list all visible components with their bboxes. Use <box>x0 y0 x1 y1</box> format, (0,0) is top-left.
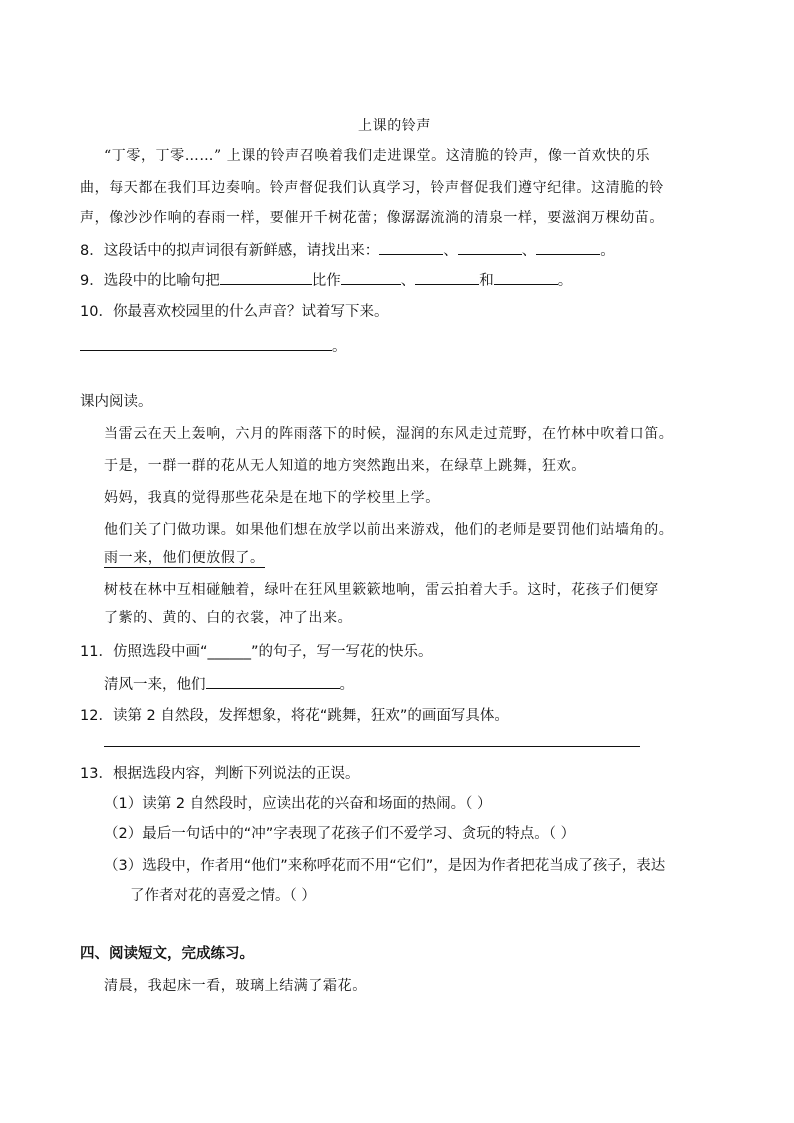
period: 。 <box>557 273 573 289</box>
question-9-text-b: 比作 <box>311 273 341 289</box>
answer-blank[interactable] <box>415 270 479 285</box>
question-11: 11．仿照选段中画“______”的句子，写一写花的快乐。 <box>80 644 433 660</box>
reading-paragraph: 于是，一群一群的花从无人知道的地方突然跑出来，在绿草上跳舞，狂欢。 <box>104 458 586 474</box>
reading-paragraph: 清晨，我起床一看，玻璃上结满了霜花。 <box>104 978 367 994</box>
question-9-text-c: 和 <box>479 273 494 289</box>
question-9 <box>80 270 572 291</box>
question-11-answer <box>104 674 354 695</box>
answer-line[interactable] <box>104 746 640 747</box>
answer-blank[interactable] <box>536 240 600 255</box>
underlined-sentence-text: 雨一来，他们便放假了。 <box>104 550 265 566</box>
reading-paragraph: 他们关了门做功课。如果他们想在放学以前出来游戏，他们的老师是要罚他们站墙角的。 <box>104 522 674 538</box>
passage-paragraph-line: “丁零，丁零……” 上课的铃声召唤着我们走进课堂。这清脆的铃声，像一首欢快的乐 <box>104 148 651 164</box>
period: 。 <box>332 339 347 355</box>
passage-paragraph-line: 曲，每天都在我们耳边奏响。铃声督促我们认真学习，铃声督促我们遵守纪律。这清脆的铃 <box>80 180 664 196</box>
reading-paragraph: 树枝在林中互相碰触着，绿叶在狂风里簌簌地响，雷云拍着大手。这时，花孩子们便穿 <box>104 582 659 598</box>
answer-blank[interactable] <box>341 270 401 285</box>
passage-paragraph-line: 声，像沙沙作响的春雨一样，要催开千树花蕾；像潺潺流淌的清泉一样，要滋润万棵幼苗。 <box>80 210 664 226</box>
passage-title: 上课的铃声 <box>358 118 431 134</box>
question-13-item: （2）最后一句话中的“冲”字表现了花孩子们不爱学习、贪玩的特点。（ ） <box>104 826 576 842</box>
question-11-prompt: 清风一来，他们 <box>104 677 206 693</box>
answer-blank[interactable] <box>494 270 558 285</box>
question-10-answer <box>80 336 347 357</box>
question-10: 10．你最喜欢校园里的什么声音？试着写下来。 <box>80 304 389 320</box>
question-13-item: 了作者对花的喜爱之情。（ ） <box>130 888 316 904</box>
separator: 、 <box>521 243 537 259</box>
reading-paragraph: 了紫的、黄的、白的衣裳，冲了出来。 <box>104 610 353 626</box>
section-heading: 四、阅读短文，完成练习。 <box>80 946 254 962</box>
question-12: 12．读第 2 自然段，发挥想象，将花“跳舞，狂欢”的画面写具体。 <box>80 708 509 724</box>
period: 。 <box>600 243 615 259</box>
question-9-text-a: 9．选段中的比喻句把 <box>80 273 220 289</box>
question-13-item: （3）选段中，作者用“他们”来称呼花而不用“它们”，是因为作者把花当成了孩子，表达 <box>104 858 666 874</box>
question-8 <box>80 240 615 261</box>
underlined-sentence <box>104 548 265 568</box>
answer-blank[interactable] <box>206 674 340 689</box>
answer-line[interactable] <box>80 336 332 351</box>
question-13: 13．根据选段内容，判断下列说法的正误。 <box>80 766 360 782</box>
reading-paragraph: 当雷云在天上轰响，六月的阵雨落下的时候，湿润的东风走过荒野，在竹林中吹着口笛。 <box>104 426 674 442</box>
answer-blank[interactable] <box>220 270 312 285</box>
period: 。 <box>339 677 354 693</box>
separator: 、 <box>443 243 458 259</box>
answer-blank[interactable] <box>458 240 522 255</box>
separator: 、 <box>400 273 416 289</box>
reading-paragraph: 妈妈，我真的觉得那些花朵是在地下的学校里上学。 <box>104 490 440 506</box>
question-8-text: 8．这段话中的拟声词很有新鲜感，请找出来： <box>80 243 380 259</box>
answer-blank[interactable] <box>379 240 443 255</box>
question-13-item: （1）读第 2 自然段时，应读出花的兴奋和场面的热闹。（ ） <box>104 796 492 812</box>
section-label: 课内阅读。 <box>80 394 153 410</box>
